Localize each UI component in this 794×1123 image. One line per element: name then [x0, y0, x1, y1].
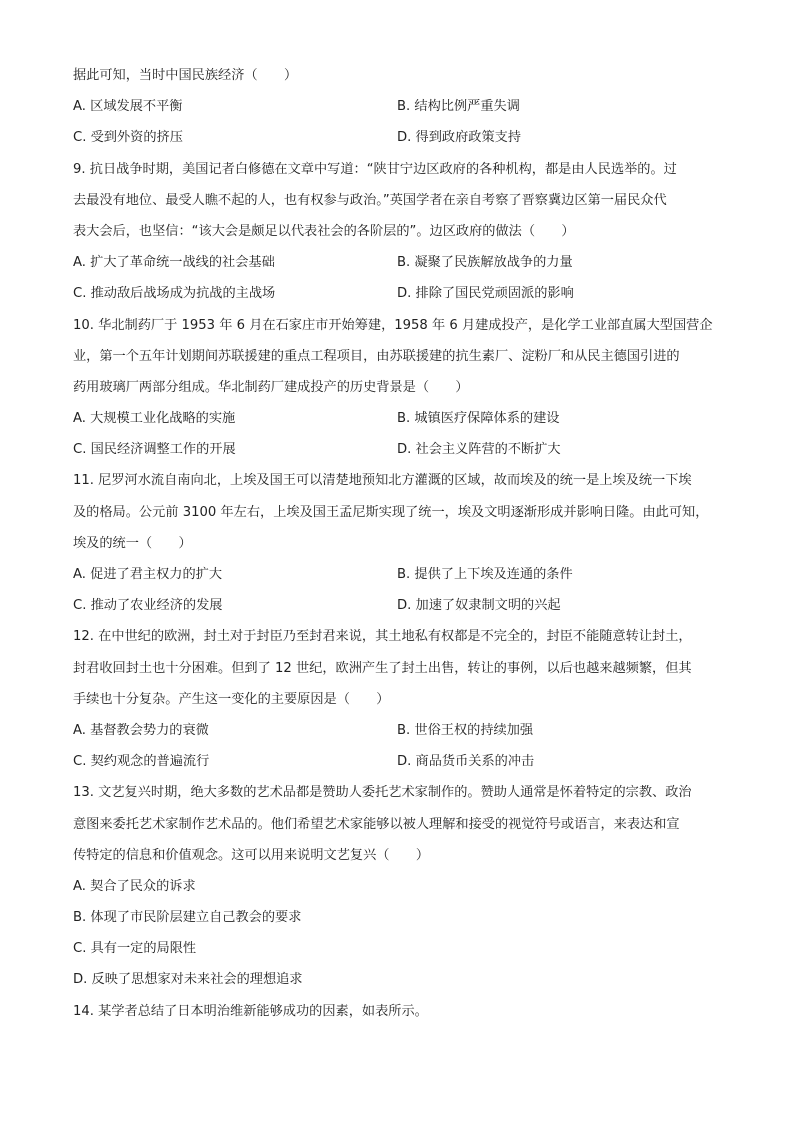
- question-12-option-a: A. 基督教会势力的衰微: [73, 722, 209, 738]
- question-9-option-d: D. 排除了国民党顽固派的影响: [397, 286, 574, 302]
- question-8-option-d: D. 得到政府政策支持: [397, 130, 522, 146]
- question-8-options-row-1: [73, 91, 723, 122]
- question-11-stem-line-1: 11. 尼罗河水流自南向北，上埃及国王可以清楚地预知北方灌溉的区域，故而埃及的统一是上埃及统一下埃: [73, 473, 692, 489]
- question-13-option-b-row: [73, 902, 723, 933]
- question-11-option-c: C. 推动了农业经济的发展: [73, 598, 223, 614]
- question-10-option-c: C. 国民经济调整工作的开展: [73, 442, 236, 458]
- question-13-option-a: A. 契合了民众的诉求: [73, 878, 196, 894]
- question-13-option-a-row: [73, 871, 723, 902]
- question-8-option-a: A. 区域发展不平衡: [73, 99, 183, 115]
- question-12-stem-line-2: 封君收回封土也十分困难。但到了 12 世纪，欧洲产生了封土出售，转让的事例，以后也越来越频繁，但其: [73, 660, 692, 676]
- question-8-option-b: B. 结构比例严重失调: [397, 99, 520, 115]
- question-11-stem-line-3: 埃及的统一（ ）: [73, 535, 192, 551]
- question-9-options-row-2: [73, 278, 723, 309]
- question-12-option-d: D. 商品货币关系的冲击: [397, 754, 535, 770]
- question-10-stem-line-2: 业，第一个五年计划期间苏联援建的重点工程项目，由苏联援建的抗生素厂、淀粉厂和从民主德国引进的: [73, 348, 680, 364]
- question-10-options-row-2: [73, 434, 723, 465]
- question-9-options-row-1: [73, 247, 723, 278]
- question-11-stem-line-2: 及的格局。公元前 3100 年左右，上埃及国王孟尼斯实现了统一，埃及文明逐渐形成并影响日隆。由此可知，: [73, 504, 709, 520]
- question-10-stem-line-3: 药用玻璃厂两部分组成。华北制药厂建成投产的历史背景是（ ）: [73, 379, 469, 395]
- question-8-tail: 据此可知，当时中国民族经济（ ）: [73, 68, 298, 83]
- question-12-options-row-2: [73, 746, 723, 777]
- question-12-stem-line-1: 12. 在中世纪的欧洲，封土对于封臣乃至封君来说，其土地私有权都是不完全的，封臣不能随意转让封土，: [73, 629, 692, 645]
- question-11-options-row-2: [73, 590, 723, 621]
- question-10-option-d: D. 社会主义阵营的不断扩大: [397, 442, 561, 458]
- question-12-stem-line-3: 手续也十分复杂。产生这一变化的主要原因是（ ）: [73, 691, 390, 707]
- question-13-option-d: D. 反映了思想家对未来社会的理想追求: [73, 972, 303, 988]
- question-9-option-b: B. 凝聚了民族解放战争的力量: [397, 255, 573, 271]
- question-10-option-a: A. 大规模工业化战略的实施: [73, 411, 236, 427]
- question-10-options-row-1: [73, 403, 723, 434]
- question-13-option-b: B. 体现了市民阶层建立自己教会的要求: [73, 910, 302, 926]
- question-9-stem-line-2: 去最没有地位、最受人瞧不起的人，也有权参与政治。”英国学者在亲自考察了晋察冀边区第一届民众代: [73, 192, 667, 208]
- question-12-option-c: C. 契约观念的普遍流行: [73, 754, 210, 770]
- question-11-option-a: A. 促进了君主权力的扩大: [73, 567, 223, 582]
- question-11-option-b: B. 提供了上下埃及连通的条件: [397, 567, 573, 582]
- question-12-option-b: B. 世俗王权的持续加强: [397, 722, 534, 738]
- question-9-stem-line-1: 9. 抗日战争时期，美国记者白修德在文章中写道：“陕甘宁边区政府的各种机构，都是由人民选举的。过: [73, 161, 677, 177]
- question-8-options-row-2: [73, 122, 723, 153]
- question-9-stem-line-3: 表大会后，也坚信：“该大会是颇足以代表社会的各阶层的”。边区政府的做法（ ）: [73, 223, 575, 239]
- exam-page: [73, 60, 723, 1027]
- question-9-option-c: C. 推动敌后战场成为抗战的主战场: [73, 286, 276, 302]
- question-14-stem-line-1: 14. 某学者总结了日本明治维新能够成功的因素，如表所示。: [73, 1003, 428, 1019]
- question-13-option-c-row: [73, 933, 723, 964]
- question-9-option-a: A. 扩大了革命统一战线的社会基础: [73, 255, 275, 271]
- question-12-options-row-1: [73, 715, 723, 746]
- question-13-stem-line-2: 意图来委托艺术家制作艺术品的。他们希望艺术家能够以被人理解和接受的视觉符号或语言，来表达和宣: [73, 816, 680, 832]
- question-13-option-d-row: [73, 964, 723, 995]
- question-10-option-b: B. 城镇医疗保障体系的建设: [397, 411, 560, 427]
- question-11-option-d: D. 加速了奴隶制文明的兴起: [397, 598, 561, 614]
- question-13-stem-line-3: 传特定的信息和价值观念。这可以用来说明文艺复兴（ ）: [73, 847, 430, 863]
- question-11-options-row-1: [73, 559, 723, 590]
- question-13-option-c: C. 具有一定的局限性: [73, 941, 197, 957]
- question-13-stem-line-1: 13. 文艺复兴时期，绝大多数的艺术品都是赞助人委托艺术家制作的。赞助人通常是怀着特定的宗教、政治: [73, 785, 692, 801]
- question-10-stem-line-1: 10. 华北制药厂于 1953 年 6 月在石家庄市开始筹建，1958 年 6 月建成投产，是化学工业部直属大型国营企: [73, 317, 713, 333]
- question-8-option-c: C. 受到外资的挤压: [73, 130, 183, 146]
